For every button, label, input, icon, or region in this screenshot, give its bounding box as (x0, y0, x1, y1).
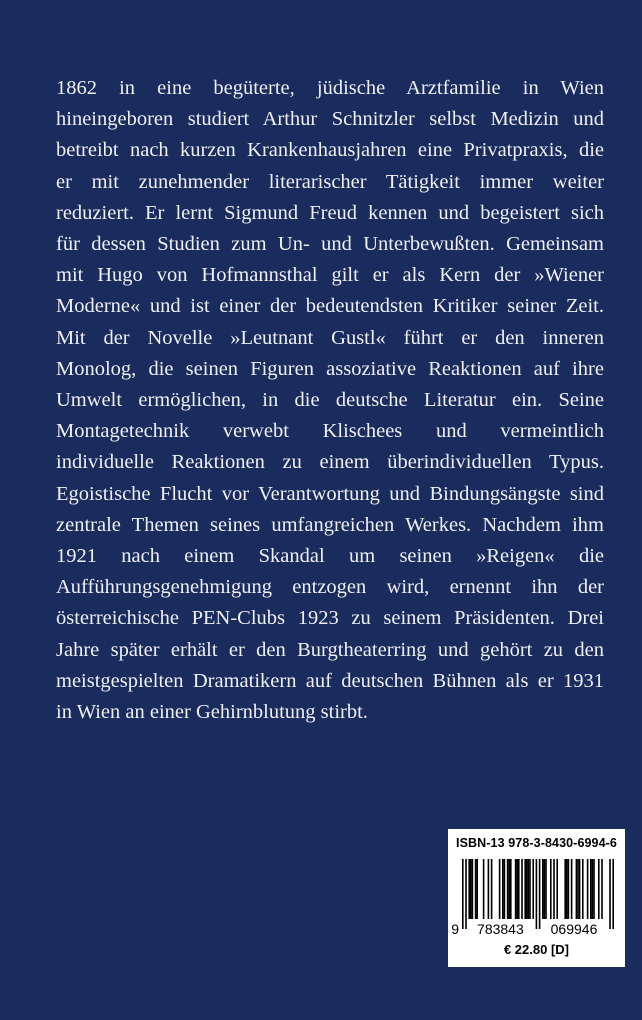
barcode-right-digits: 069946 (550, 921, 598, 937)
barcode-bar (515, 859, 517, 919)
barcode-bar (576, 859, 578, 919)
biography-line: meistgespielten Dramatikern auf deutschen Bühnen als er 1931 (56, 669, 604, 692)
biography-line: für dessen Studien zum Un- und Unterbewußten. Gemeinsam (56, 233, 604, 256)
barcode-bar (508, 859, 510, 919)
isbn-number: ISBN-13 978-3-8430-6994-6 (456, 836, 617, 850)
barcode-bar (593, 859, 595, 919)
barcode-bar (510, 859, 512, 919)
barcode-bar (475, 859, 477, 919)
biography-line: österreichische PEN-Clubs 1923 zu seinem Präsidenten. Drei (56, 607, 604, 630)
biography-line: 1921 nach einem Skandal um seinen »Reigen« die (56, 545, 604, 568)
barcode-bar (553, 859, 555, 919)
barcode-bar (476, 859, 478, 919)
biography-line: Egoistische Flucht vor Verantwortung und Bindungsängste sind (56, 482, 604, 505)
barcode-bar (521, 859, 523, 919)
barcode-bar (470, 859, 472, 919)
barcode-bar (507, 859, 509, 919)
barcode-bar (592, 859, 594, 919)
author-biography-text (56, 73, 604, 728)
barcode-guard-bar (462, 859, 464, 929)
biography-line: mit Hugo von Hofmannsthal gilt er als Kern der »Wiener (56, 264, 604, 287)
price-label: € 22.80 [D] (503, 942, 570, 957)
barcode-guard-bar (539, 859, 541, 929)
barcode-bar (526, 859, 528, 919)
barcode-bar (556, 859, 558, 919)
barcode-bar (550, 859, 552, 919)
barcode-left-digits: 783843 (477, 921, 524, 937)
ean13-barcode (448, 857, 625, 941)
barcode-bar (499, 859, 501, 919)
barcode-guard-bar (612, 859, 614, 929)
barcode-bar (568, 859, 570, 919)
barcode-first-digit: 9 (451, 921, 459, 937)
barcode-bar (532, 859, 534, 919)
barcode-bar (582, 859, 584, 919)
barcode-bar (545, 859, 547, 919)
barcode-bar (598, 859, 600, 919)
barcode-bar (528, 859, 530, 919)
barcode-bar (468, 859, 470, 919)
barcode-bar (516, 859, 518, 919)
biography-line: Jahre später erhält er den Burgtheaterring und gehört zu den (56, 638, 604, 661)
biography-line: individuelle Reaktionen zu einem überindividuellen Typus. (56, 451, 604, 474)
barcode-bar (491, 859, 493, 919)
biography-line: Umwelt ermöglichen, in die deutsche Literatur ein. Seine (56, 389, 604, 412)
biography-line: in Wien an einer Gehirnblutung stirbt. (56, 701, 368, 724)
biography-line: Mit der Novelle »Leutnant Gustl« führt er den inneren (56, 326, 604, 349)
barcode-bar (488, 859, 490, 919)
barcode-bar (483, 859, 485, 919)
barcode-bar (577, 859, 579, 919)
barcode-bar (524, 859, 526, 919)
barcode-bar (587, 859, 589, 919)
barcode-bar (601, 859, 603, 919)
biography-line: Moderne« und ist einer der bedeutendsten Kritiker seiner Zeit. (56, 295, 604, 318)
barcode-bar (544, 859, 546, 919)
barcode-bar (502, 859, 504, 919)
barcode-bar (529, 859, 531, 919)
barcode-guard-bar (536, 859, 538, 929)
biography-line: Montagetechnik verwebt Klischees und vermeintlich (56, 420, 604, 443)
biography-line: hineingeboren studiert Arthur Schnitzler selbst Medizin und (56, 108, 604, 131)
biography-line: 1862 in eine begüterte, jüdische Arztfamilie in Wien (56, 77, 604, 99)
barcode-bar (504, 859, 506, 919)
barcode-bar (564, 859, 566, 919)
isbn-barcode-label (448, 829, 625, 967)
biography-line: betreibt nach kurzen Krankenhausjahren eine Privatpraxis, die (56, 139, 604, 162)
biography-line: Monolog, die seinen Figuren assoziative Reaktionen auf ihre (56, 357, 604, 380)
barcode-bar (566, 859, 568, 919)
biography-line: er mit zunehmender literarischer Tätigkeit immer weiter (56, 170, 604, 193)
barcode-guard-bar (465, 859, 467, 929)
biography-line: zentrale Themen seines umfangreichen Werkes. Nachdem ihm (56, 513, 604, 536)
barcode-bar (472, 859, 474, 919)
barcode-bar (571, 859, 573, 919)
barcode-bar (590, 859, 592, 919)
biography-line: Aufführungsgenehmigung entzogen wird, ernennt ihn der (56, 576, 604, 599)
barcode-bar (518, 859, 520, 919)
barcode-bar (579, 859, 581, 919)
barcode-guard-bar (609, 859, 611, 929)
biography-line: reduziert. Er lernt Sigmund Freud kennen und begeistert sich (56, 201, 604, 224)
barcode-bar (542, 859, 544, 919)
